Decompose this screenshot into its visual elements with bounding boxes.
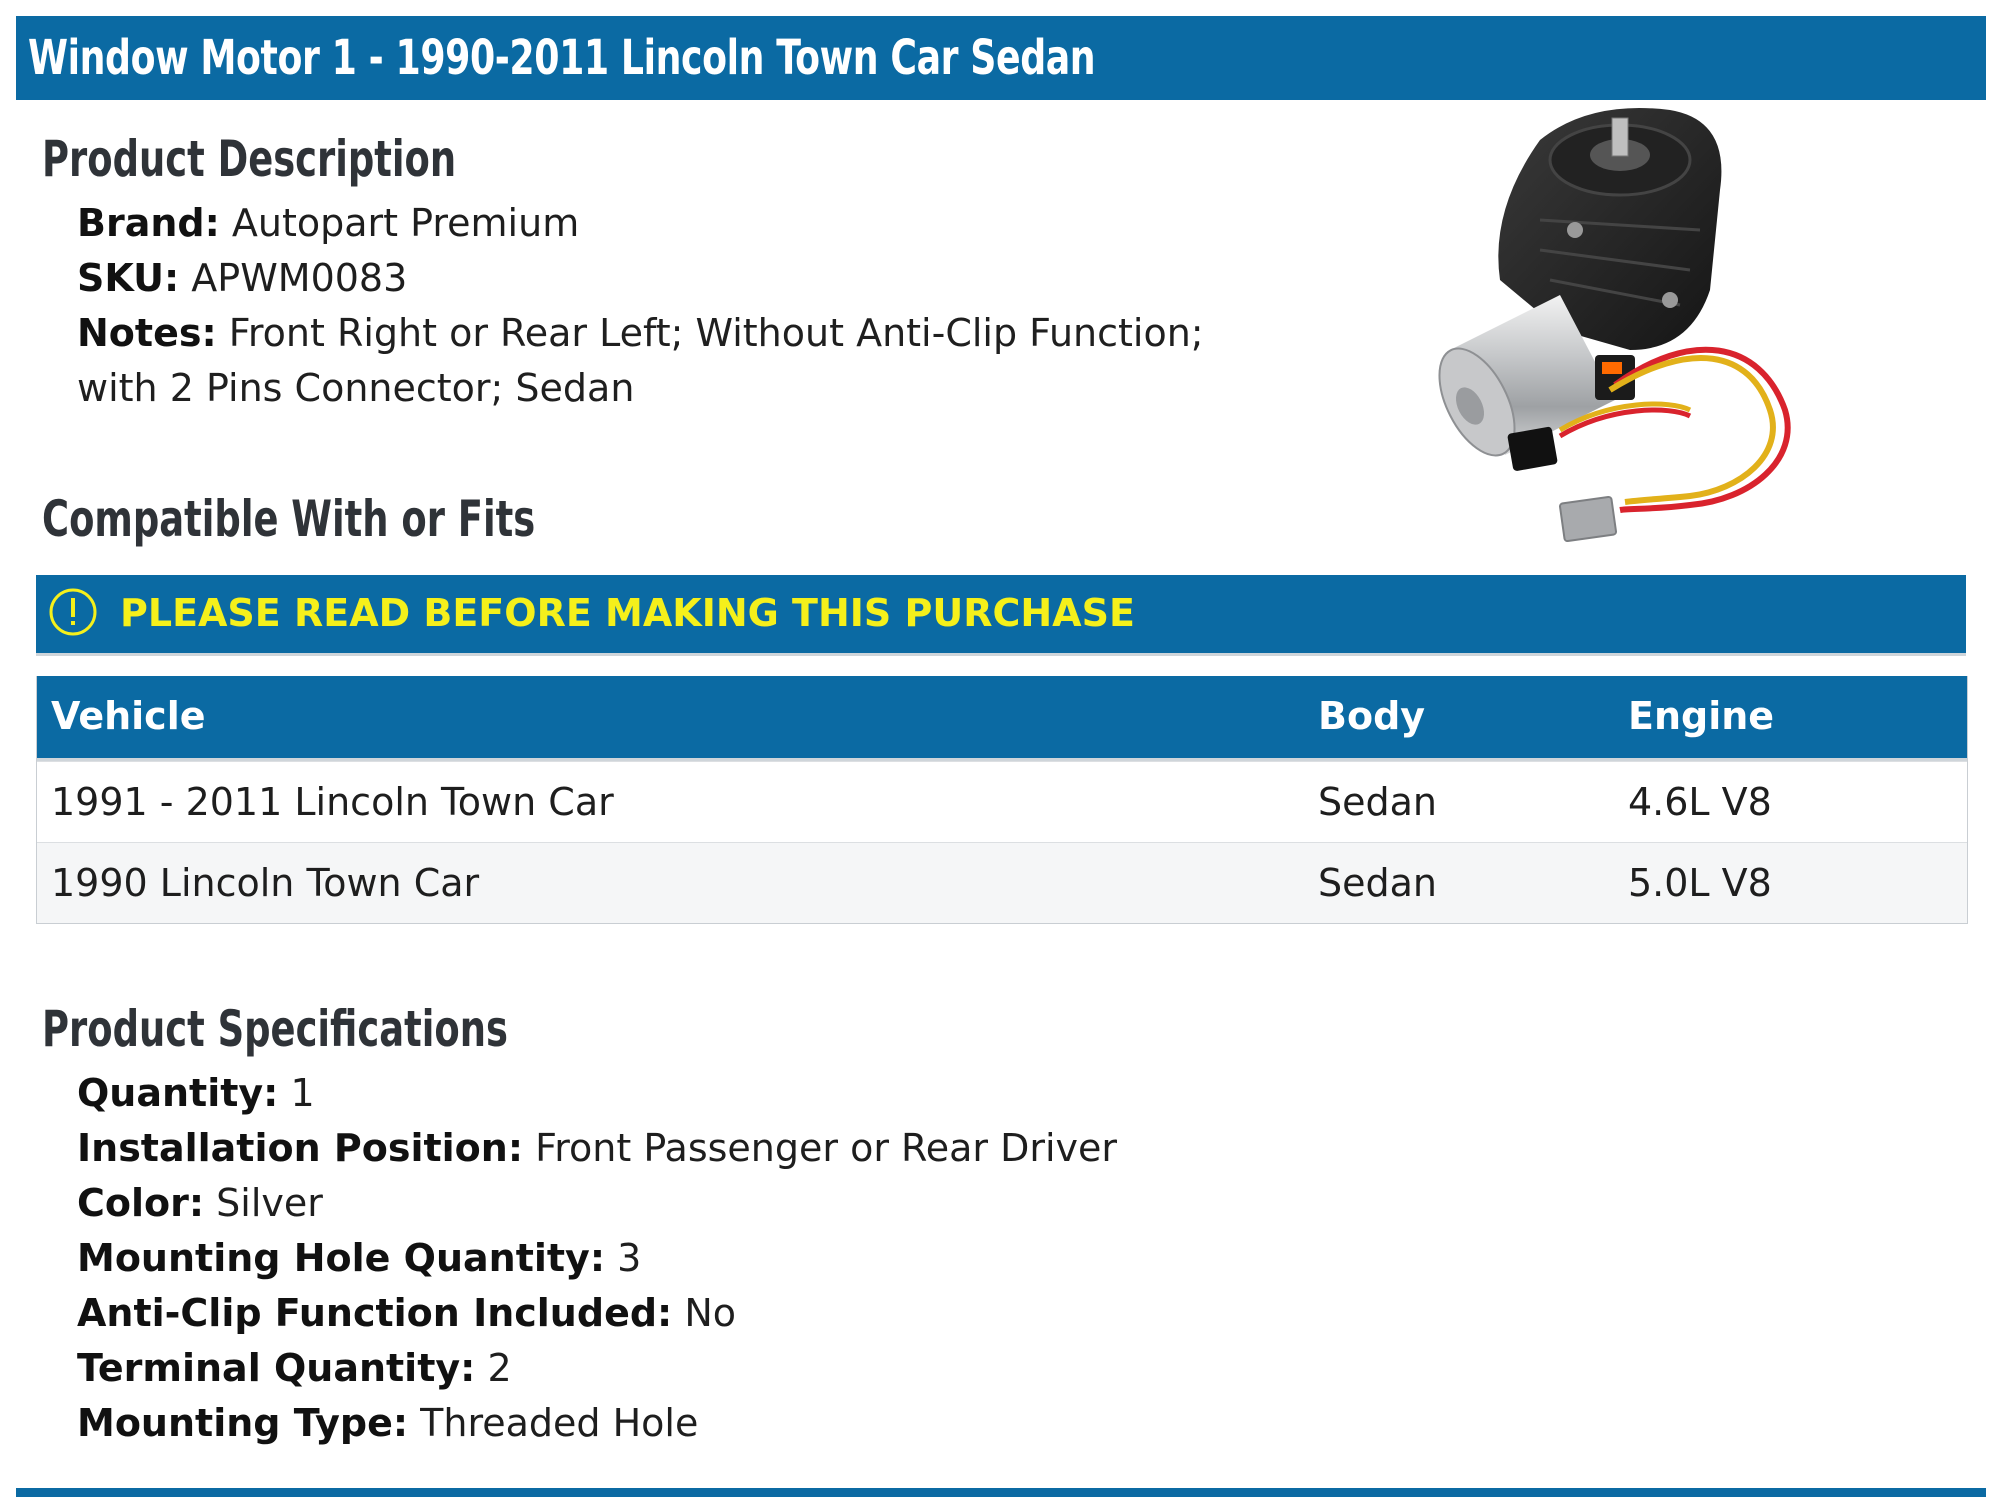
brand-label: Brand:: [77, 201, 220, 245]
brand-row: [77, 196, 579, 251]
spec-row-mounting-hole-quantity: [77, 1231, 641, 1286]
body-cell: Sedan: [1318, 780, 1437, 824]
title-bar: [16, 16, 1986, 100]
engine-cell: 4.6L V8: [1628, 780, 1772, 824]
exclamation-circle-icon: [48, 587, 98, 637]
spec-row-anti-clip-function: [77, 1286, 736, 1341]
sku-value: APWM0083: [191, 256, 408, 300]
spec-label: Color:: [77, 1181, 205, 1225]
spec-row-quantity: [77, 1066, 315, 1121]
table-header: [37, 676, 1967, 761]
sku-row: [77, 251, 407, 306]
product-specifications-heading: Product Specifications: [42, 1000, 509, 1058]
spec-value: 1: [290, 1071, 315, 1115]
warning-banner: [36, 575, 1966, 656]
spec-row-color: [77, 1176, 323, 1231]
window-motor-product-image: [1390, 100, 1880, 560]
column-header-vehicle: Vehicle: [51, 694, 206, 738]
table-row: [37, 842, 1967, 923]
spec-value: Threaded Hole: [420, 1401, 699, 1445]
notes-value: Front Right or Rear Left; Without Anti-Clip Function; with 2 Pins Connector; Sedan: [77, 311, 1204, 410]
column-header-body: Body: [1318, 694, 1426, 738]
bottom-divider: [16, 1488, 1986, 1497]
spec-label: Installation Position:: [77, 1126, 524, 1170]
vehicle-cell: 1991 - 2011 Lincoln Town Car: [51, 780, 614, 824]
spec-row-terminal-quantity: [77, 1341, 512, 1396]
engine-cell: 5.0L V8: [1628, 861, 1772, 905]
brand-value: Autopart Premium: [231, 201, 580, 245]
page-title: Window Motor 1 - 1990-2011 Lincoln Town Car Sedan: [28, 30, 1096, 86]
compatible-heading: Compatible With or Fits: [42, 490, 536, 548]
table-row: [37, 761, 1967, 842]
spec-value: Front Passenger or Rear Driver: [535, 1126, 1118, 1170]
sku-label: SKU:: [77, 256, 180, 300]
notes-label: Notes:: [77, 311, 217, 355]
spec-row-mounting-type: [77, 1396, 698, 1451]
product-description-heading: Product Description: [42, 130, 457, 188]
spec-value: 2: [487, 1346, 512, 1390]
spec-row-installation-position: [77, 1121, 1117, 1176]
spec-label: Mounting Hole Quantity:: [77, 1236, 606, 1280]
warning-text: PLEASE READ BEFORE MAKING THIS PURCHASE: [120, 591, 1135, 635]
spec-value: Silver: [216, 1181, 323, 1225]
spec-label: Quantity:: [77, 1071, 279, 1115]
notes-row: [77, 306, 1217, 416]
vehicle-cell: 1990 Lincoln Town Car: [51, 861, 480, 905]
body-cell: Sedan: [1318, 861, 1437, 905]
column-header-engine: Engine: [1628, 694, 1775, 738]
spec-value: 3: [617, 1236, 642, 1280]
spec-value: No: [684, 1291, 737, 1335]
spec-label: Anti-Clip Function Included:: [77, 1291, 673, 1335]
spec-label: Mounting Type:: [77, 1401, 409, 1445]
compatibility-table: [36, 676, 1968, 924]
spec-label: Terminal Quantity:: [77, 1346, 476, 1390]
